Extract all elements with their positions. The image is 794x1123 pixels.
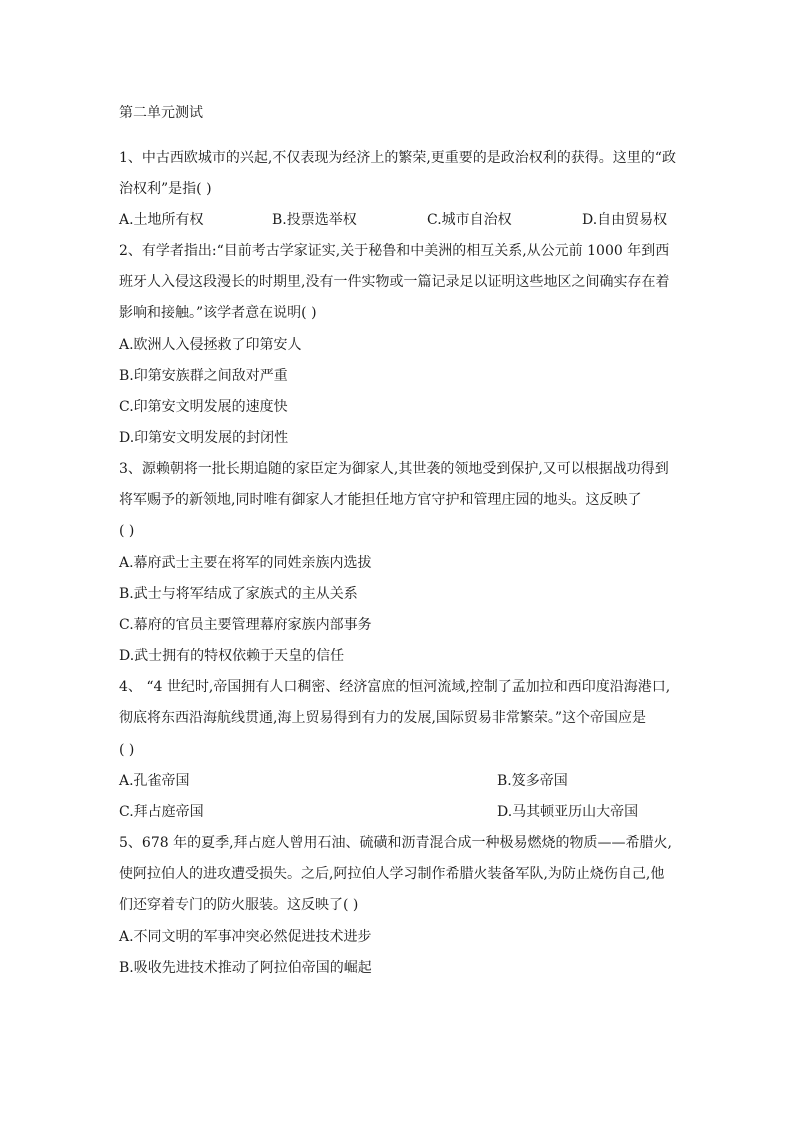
q3-option-b: B.武士与将军结成了家族式的主从关系 — [119, 586, 358, 602]
q5-stem-line-3: 们还穿着专门的防火服装。这反映了( ) — [119, 897, 359, 913]
q4-option-d: D.马其顿亚历山大帝国 — [497, 804, 639, 820]
q3-option-a: A.幕府武士主要在将军的同姓亲族内选拔 — [119, 555, 372, 571]
q5-stem-line-2: 使阿拉伯人的进攻遭受损失。之后,阿拉伯人学习制作希腊火装备军队,为防止烧伤自己,他 — [119, 866, 665, 882]
q1-option-b: B.投票选举权 — [272, 212, 357, 228]
q5-option-b: B.吸收先进技术推动了阿拉伯帝国的崛起 — [119, 960, 372, 976]
q2-stem-line-2: 班牙人入侵这段漫长的时期里,没有一件实物或一篇记录足以证明这些地区之间确实存在着 — [119, 274, 670, 290]
q1-option-d: D.自由贸易权 — [582, 212, 668, 228]
q1-option-a: A.土地所有权 — [119, 212, 204, 228]
q3-option-c: C.幕府的官员主要管理幕府家族内部事务 — [119, 617, 372, 633]
q2-stem-line-1: 2、有学者指出:“目前考古学家证实,关于秘鲁和中美洲的相互关系,从公元前 1000 年到西 — [119, 243, 670, 259]
q3-stem-line-1: 3、源赖朝将一批长期追随的家臣定为御家人,其世袭的领地受到保护,又可以根据战功得到 — [119, 461, 669, 477]
q2-option-c: C.印第安文明发展的速度快 — [119, 399, 288, 415]
q2-option-d: D.印第安文明发展的封闭性 — [119, 430, 289, 446]
q2-option-a: A.欧洲人入侵拯救了印第安人 — [119, 337, 302, 353]
q4-option-b: B.笈多帝国 — [497, 773, 568, 789]
page-title: 第二单元测试 — [119, 105, 203, 121]
q4-stem-line-1: 4、 “4 世纪时,帝国拥有人口稠密、经济富庶的恒河流域,控制了孟加拉和西印度沿海港口, — [119, 679, 671, 695]
q4-stem-line-2: 彻底将东西沿海航线贯通,海上贸易得到有力的发展,国际贸易非常繁荣。”这个帝国应是 — [119, 710, 647, 726]
q4-option-c: C.拜占庭帝国 — [119, 804, 204, 820]
q3-stem-line-2: 将军赐予的新领地,同时唯有御家人才能担任地方官守护和管理庄园的地头。这反映了 — [119, 492, 642, 508]
q4-stem-line-3: ( ) — [119, 742, 135, 758]
q1-option-c: C.城市自治权 — [427, 212, 512, 228]
q1-stem-line-1: 1、中古西欧城市的兴起,不仅表现为经济上的繁荣,更重要的是政治权利的获得。这里的“政 — [119, 150, 676, 166]
q5-stem-line-1: 5、678 年的夏季,拜占庭人曾用石油、硫磺和沥青混合成一种极易燃烧的物质——希腊火, — [119, 835, 672, 851]
q5-option-a: A.不同文明的军事冲突必然促进技术进步 — [119, 929, 372, 945]
q2-option-b: B.印第安族群之间敌对严重 — [119, 368, 288, 384]
q2-stem-line-3: 影响和接触。”该学者意在说明( ) — [119, 305, 317, 321]
q3-stem-line-3: ( ) — [119, 523, 135, 539]
q3-option-d: D.武士拥有的特权依赖于天皇的信任 — [119, 648, 345, 664]
q4-option-a: A.孔雀帝国 — [119, 773, 190, 789]
q1-stem-line-2: 治权利”是指( ) — [119, 181, 212, 197]
